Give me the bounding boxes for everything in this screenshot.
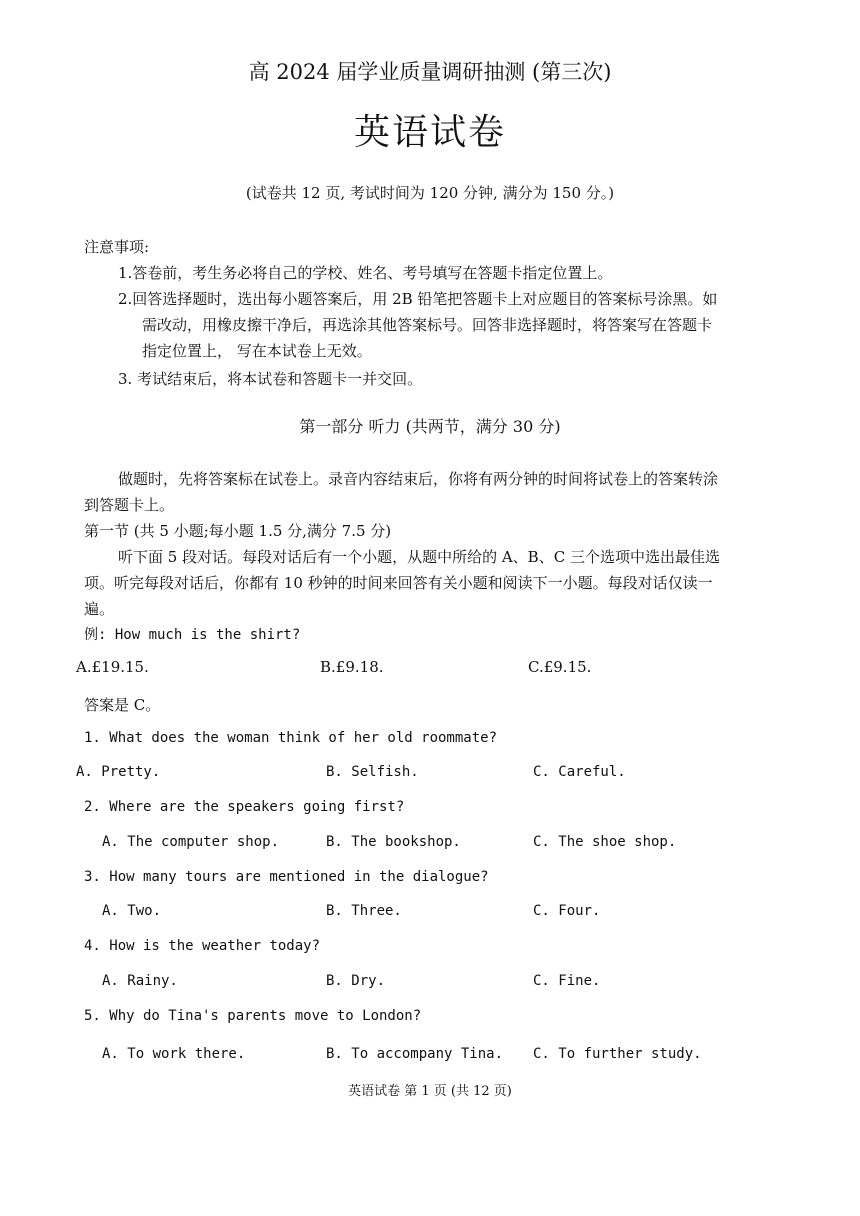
question-4-option-c: C. Fine. xyxy=(533,973,601,989)
question-2: 2. Where are the speakers going first? xyxy=(84,799,405,815)
subject-title: 英语试卷 xyxy=(353,112,506,153)
section1-line-2: 项。听完每段对话后，你都有 10 秒钟的时间来回答有关小题和阅读下一小题。每段对话仅读一 xyxy=(84,574,713,592)
question-4-option-b: B. Dry. xyxy=(326,973,386,989)
question-5-option-a: A. To work there. xyxy=(102,1046,246,1062)
example-option-b: B.£9.18. xyxy=(320,658,384,676)
question-3: 3. How many tours are mentioned in the dialogue? xyxy=(84,869,489,885)
notice-item-3: 3. 考试结束后，将本试卷和答题卡一并交回。 xyxy=(118,370,423,388)
part1-heading: 第一部分 听力 (共两节，满分 30 分) xyxy=(299,417,561,436)
question-1: 1. What does the woman think of her old roommate? xyxy=(84,730,498,746)
question-1-option-c: C. Careful. xyxy=(533,764,626,780)
section1-heading: 第一节 (共 5 小题;每小题 1.5 分,满分 7.5 分) xyxy=(84,522,392,540)
question-4-option-a: A. Rainy. xyxy=(102,973,178,989)
example-option-c: C.£9.15. xyxy=(528,658,592,676)
part1-intro-line-2: 到答题卡上。 xyxy=(84,496,175,514)
question-2-option-b: B. The bookshop. xyxy=(326,834,461,850)
question-2-option-c: C. The shoe shop. xyxy=(533,834,677,850)
example-question: 例: How much is the shirt? xyxy=(84,627,301,643)
question-3-option-a: A. Two. xyxy=(102,903,162,919)
question-5-option-c: C. To further study. xyxy=(533,1046,702,1062)
example-answer: 答案是 C。 xyxy=(84,696,161,714)
notice-item-2-line-3: 指定位置上， 写在本试卷上无效。 xyxy=(142,342,372,360)
question-5: 5. Why do Tina's parents move to London? xyxy=(84,1008,422,1024)
section1-line-1: 听下面 5 段对话。每段对话后有一个小题，从题中所给的 A、B、C 三个选项中选出最佳选 xyxy=(118,548,720,566)
question-4: 4. How is the weather today? xyxy=(84,938,321,954)
page-footer: 英语试卷 第 1 页 (共 12 页) xyxy=(348,1084,512,1099)
question-3-option-c: C. Four. xyxy=(533,903,601,919)
notice-item-1: 1.答卷前，考生务必将自己的学校、姓名、考号填写在答题卡指定位置上。 xyxy=(118,264,613,282)
section1-line-3: 遍。 xyxy=(84,600,115,618)
question-5-option-b: B. To accompany Tina. xyxy=(326,1046,504,1062)
notice-heading: 注意事项: xyxy=(84,238,150,256)
part1-intro-line-1: 做题时，先将答案标在试卷上。录音内容结束后，你将有两分钟的时间将试卷上的答案转涂 xyxy=(118,470,719,488)
notice-item-2-line-1: 2.回答选择题时，选出每小题答案后，用 2B 铅笔把答题卡上对应题目的答案标号涂黑。如 xyxy=(118,290,718,308)
question-1-option-a: A. Pretty. xyxy=(76,764,161,780)
exam-info: (试卷共 12 页, 考试时间为 120 分钟, 满分为 150 分。) xyxy=(245,184,615,202)
example-option-a: A.£19.15. xyxy=(76,658,149,676)
notice-item-2-line-2: 需改动，用橡皮擦干净后，再选涂其他答案标号。回答非选择题时，将答案写在答题卡 xyxy=(142,316,713,334)
question-3-option-b: B. Three. xyxy=(326,903,402,919)
question-1-option-b: B. Selfish. xyxy=(326,764,419,780)
exam-title: 高 2024 届学业质量调研抽测 (第三次) xyxy=(248,60,612,84)
question-2-option-a: A. The computer shop. xyxy=(102,834,280,850)
